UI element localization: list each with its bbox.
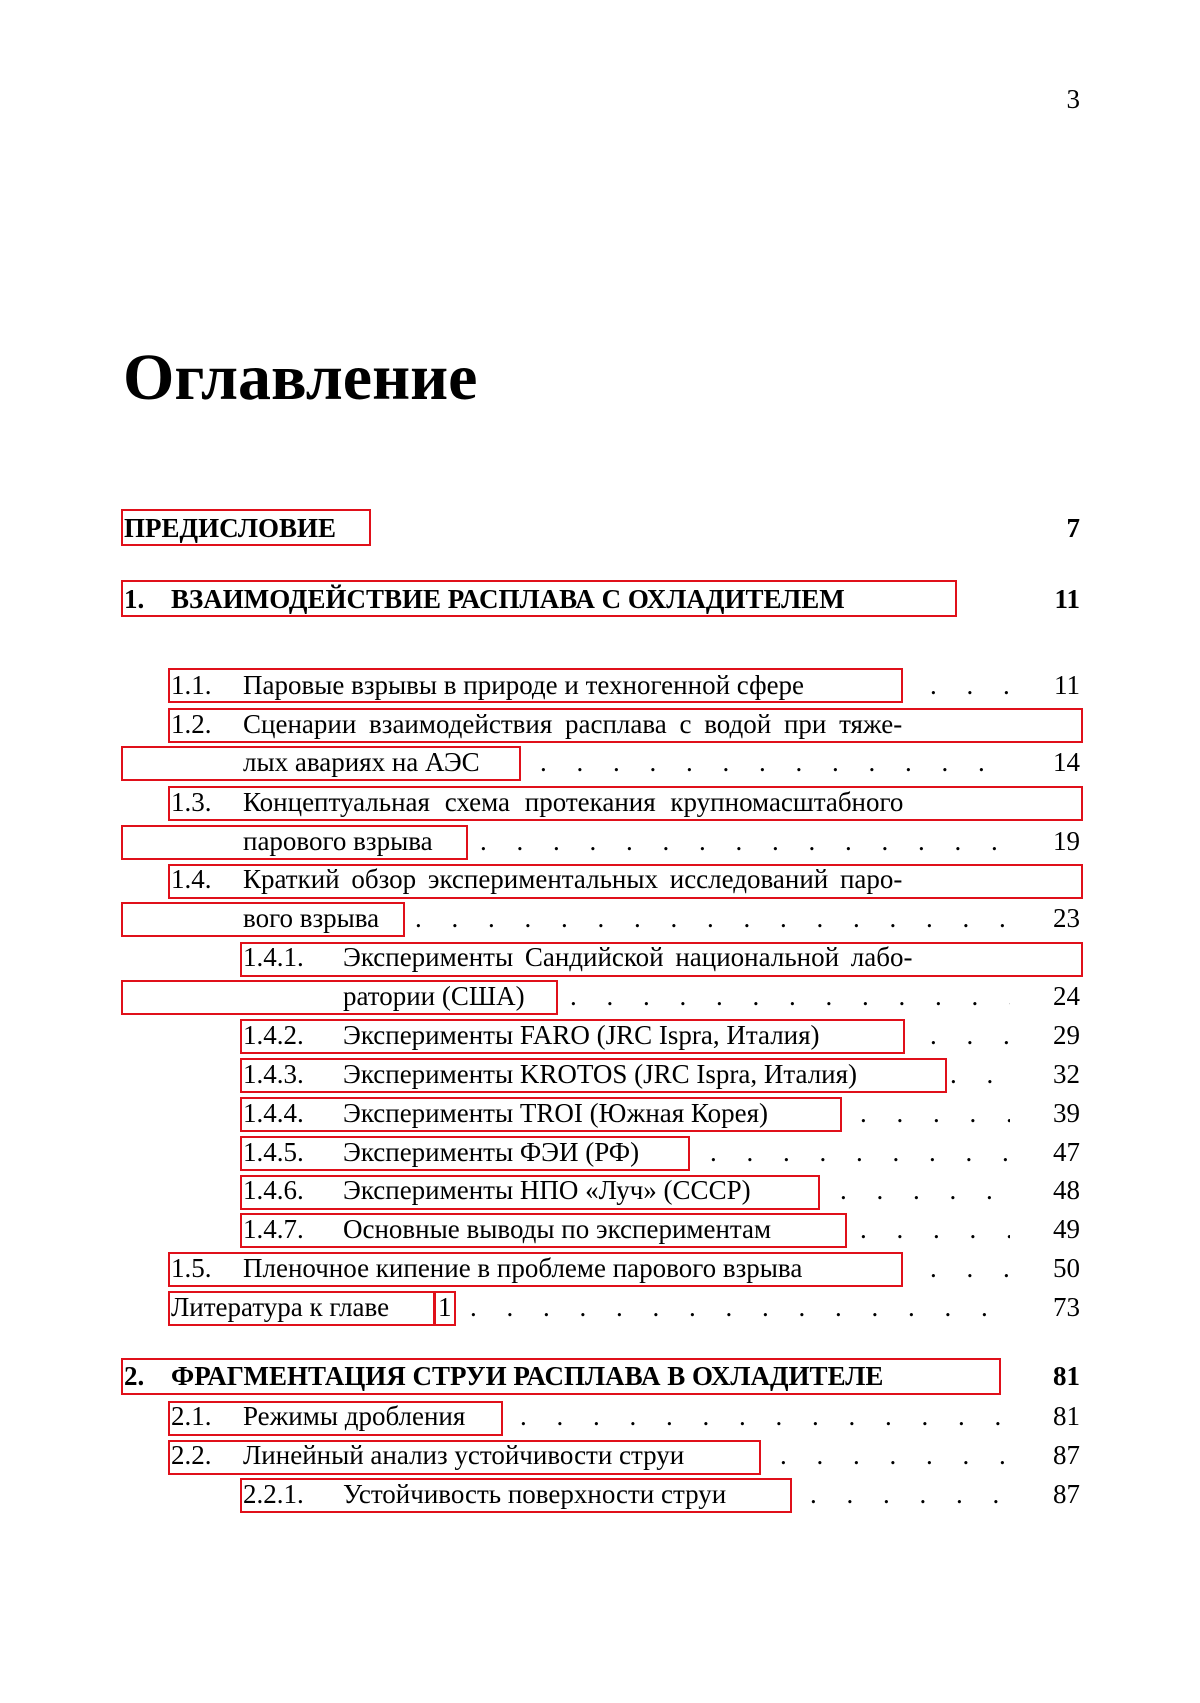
toc-entry-literature-1 xyxy=(0,1287,1200,1327)
toc-1-4-3-number: 1.4.3. xyxy=(243,1056,304,1092)
toc-1-4-6-number: 1.4.6. xyxy=(243,1172,304,1208)
leader-dots: . . xyxy=(930,667,1010,703)
toc-1-4-1-label-2[interactable]: ратории (США) xyxy=(343,978,525,1014)
toc-entry-1-4-7 xyxy=(0,1209,1200,1249)
toc-1-4-2-page: 29 xyxy=(1053,1017,1080,1053)
toc-chapter-1-label[interactable]: ВЗАИМОДЕЙСТВИЕ РАСПЛАВА С ОХЛАДИТЕЛЕМ xyxy=(171,581,845,617)
toc-entry-1-4-6 xyxy=(0,1170,1200,1210)
toc-literature-1-page: 73 xyxy=(1053,1289,1080,1325)
toc-1-5-number: 1.5. xyxy=(171,1250,212,1286)
toc-entry-1-3-line-2 xyxy=(0,821,1200,861)
toc-literature-1-label[interactable]: Литература к главе xyxy=(171,1289,389,1325)
toc-chapter-2-number: 2. xyxy=(124,1358,144,1394)
toc-entry-preface xyxy=(0,508,1200,548)
toc-1-4-2-number: 1.4.2. xyxy=(243,1017,304,1053)
toc-2-2-1-page: 87 xyxy=(1053,1476,1080,1512)
toc-1-4-7-label[interactable]: Основные выводы по экспериментам xyxy=(343,1211,771,1247)
toc-2-2-1-label[interactable]: Устойчивость поверхности струи xyxy=(343,1476,726,1512)
toc-entry-chapter-2 xyxy=(0,1356,1200,1396)
toc-entry-1-4-1-line-2 xyxy=(0,976,1200,1016)
toc-entry-1-1 xyxy=(0,665,1200,705)
toc-1-4-number: 1.4. xyxy=(171,861,212,897)
toc-2-2-label[interactable]: Линейный анализ устойчивости струи xyxy=(243,1437,684,1473)
toc-2-2-1-number: 2.2.1. xyxy=(243,1476,304,1512)
page-title: Оглавление xyxy=(123,338,477,418)
toc-1-1-label[interactable]: Паровые взрывы в природе и техногенной сфере xyxy=(243,667,804,703)
toc-1-5-page: 50 xyxy=(1053,1250,1080,1286)
toc-1-4-6-page: 48 xyxy=(1053,1172,1080,1208)
leader-dots: . . . . . . . . . . . . . . . xyxy=(470,1289,1010,1325)
toc-preface-label[interactable]: ПРЕДИСЛОВИЕ xyxy=(124,510,336,546)
toc-1-4-1-number: 1.4.1. xyxy=(243,939,304,975)
toc-2-2-number: 2.2. xyxy=(171,1437,212,1473)
toc-1-1-page: 11 xyxy=(1054,667,1080,703)
toc-1-3-label-1[interactable]: Концептуальная схема протекания крупномасштабного xyxy=(243,784,903,820)
toc-1-4-3-page: 32 xyxy=(1053,1056,1080,1092)
toc-entry-1-4-line-1 xyxy=(0,859,1200,899)
leader-dots: . . . . . xyxy=(840,1172,1010,1208)
toc-1-4-5-number: 1.4.5. xyxy=(243,1134,304,1170)
toc-1-4-label-2[interactable]: вого взрыва xyxy=(243,900,379,936)
toc-entry-1-4-line-2 xyxy=(0,898,1200,938)
toc-entry-1-5 xyxy=(0,1248,1200,1288)
toc-1-2-label-1[interactable]: Сценарии взаимодействия расплава с водой при тяже- xyxy=(243,706,902,742)
toc-1-4-2-label[interactable]: Эксперименты FARO (JRC Ispra, Италия) xyxy=(343,1017,820,1053)
toc-entry-2-1 xyxy=(0,1396,1200,1436)
toc-chapter-1-page: 11 xyxy=(1054,581,1080,617)
table-of-contents xyxy=(0,0,1200,1703)
toc-entry-2-2-1 xyxy=(0,1474,1200,1514)
toc-1-3-label-2[interactable]: парового взрыва xyxy=(243,823,433,859)
toc-entry-2-2 xyxy=(0,1435,1200,1475)
toc-1-4-7-page: 49 xyxy=(1053,1211,1080,1247)
toc-1-4-3-label[interactable]: Эксперименты KROTOS (JRC Ispra, Италия) xyxy=(343,1056,857,1092)
leader-dots: . . xyxy=(930,1250,1010,1286)
toc-1-4-7-number: 1.4.7. xyxy=(243,1211,304,1247)
leader-dots: . . . . xyxy=(860,1095,1010,1131)
toc-entry-1-2-line-1 xyxy=(0,704,1200,744)
toc-entry-1-4-3 xyxy=(0,1054,1200,1094)
leader-dots: . . . . . . . . xyxy=(710,1134,1010,1170)
toc-chapter-2-label[interactable]: ФРАГМЕНТАЦИЯ СТРУИ РАСПЛАВА В ОХЛАДИТЕЛЕ xyxy=(171,1358,883,1394)
toc-preface-page: 7 xyxy=(1067,510,1081,546)
toc-1-4-1-page: 24 xyxy=(1053,978,1080,1014)
toc-2-1-label[interactable]: Режимы дробления xyxy=(243,1398,465,1434)
toc-2-1-page: 81 xyxy=(1053,1398,1080,1434)
leader-dots: . . . . . . . . . . . . . . . . xyxy=(415,900,1010,936)
toc-entry-chapter-1 xyxy=(0,579,1200,619)
toc-1-4-5-label[interactable]: Эксперименты ФЭИ (РФ) xyxy=(343,1134,639,1170)
toc-1-4-5-page: 47 xyxy=(1053,1134,1080,1170)
leader-dots: . . xyxy=(950,1056,1010,1092)
toc-entry-1-4-4 xyxy=(0,1093,1200,1133)
toc-entry-1-4-2 xyxy=(0,1015,1200,1055)
toc-1-3-page: 19 xyxy=(1053,823,1080,859)
leader-dots: . . . . . . . . . . . . xyxy=(570,978,1010,1014)
toc-2-1-number: 2.1. xyxy=(171,1398,212,1434)
toc-1-4-6-label[interactable]: Эксперименты НПО «Луч» (СССР) xyxy=(343,1172,751,1208)
toc-1-5-label[interactable]: Пленочное кипение в проблеме парового взрыва xyxy=(243,1250,802,1286)
toc-1-1-number: 1.1. xyxy=(171,667,212,703)
toc-1-4-4-page: 39 xyxy=(1053,1095,1080,1131)
toc-1-4-4-label[interactable]: Эксперименты TROI (Южная Корея) xyxy=(343,1095,768,1131)
toc-entry-1-4-5 xyxy=(0,1132,1200,1172)
toc-entry-1-2-line-2 xyxy=(0,742,1200,782)
toc-1-2-label-2[interactable]: лых авариях на АЭС xyxy=(243,744,480,780)
leader-dots: . . . . xyxy=(860,1211,1010,1247)
toc-1-4-1-label-1[interactable]: Эксперименты Сандийской национальной лабо- xyxy=(343,939,912,975)
document-page xyxy=(0,0,1200,1703)
toc-chapter-2-page: 81 xyxy=(1053,1358,1080,1394)
toc-1-4-page: 23 xyxy=(1053,900,1080,936)
toc-literature-1-ref[interactable]: 1 xyxy=(438,1289,452,1325)
toc-entry-1-4-1-line-1 xyxy=(0,937,1200,977)
leader-dots: . . . . . . . . . . . . . xyxy=(520,1398,1010,1434)
leader-dots: . . . . . . xyxy=(810,1476,1010,1512)
leader-dots: . . xyxy=(930,1017,1010,1053)
toc-1-2-number: 1.2. xyxy=(171,706,212,742)
toc-entry-1-3-line-1 xyxy=(0,782,1200,822)
toc-1-4-label-1[interactable]: Краткий обзор экспериментальных исследований паро- xyxy=(243,861,902,897)
leader-dots: . . . . . . . . . . . . . xyxy=(540,744,1010,780)
leader-dots: . . . . . . xyxy=(780,1437,1010,1473)
toc-1-2-page: 14 xyxy=(1053,744,1080,780)
leader-dots: . . . . . . . . . . . . . . . xyxy=(480,823,1010,859)
toc-1-3-number: 1.3. xyxy=(171,784,212,820)
toc-2-2-page: 87 xyxy=(1053,1437,1080,1473)
toc-chapter-1-number: 1. xyxy=(124,581,144,617)
page-number: 3 xyxy=(1040,86,1080,113)
toc-1-4-4-number: 1.4.4. xyxy=(243,1095,304,1131)
